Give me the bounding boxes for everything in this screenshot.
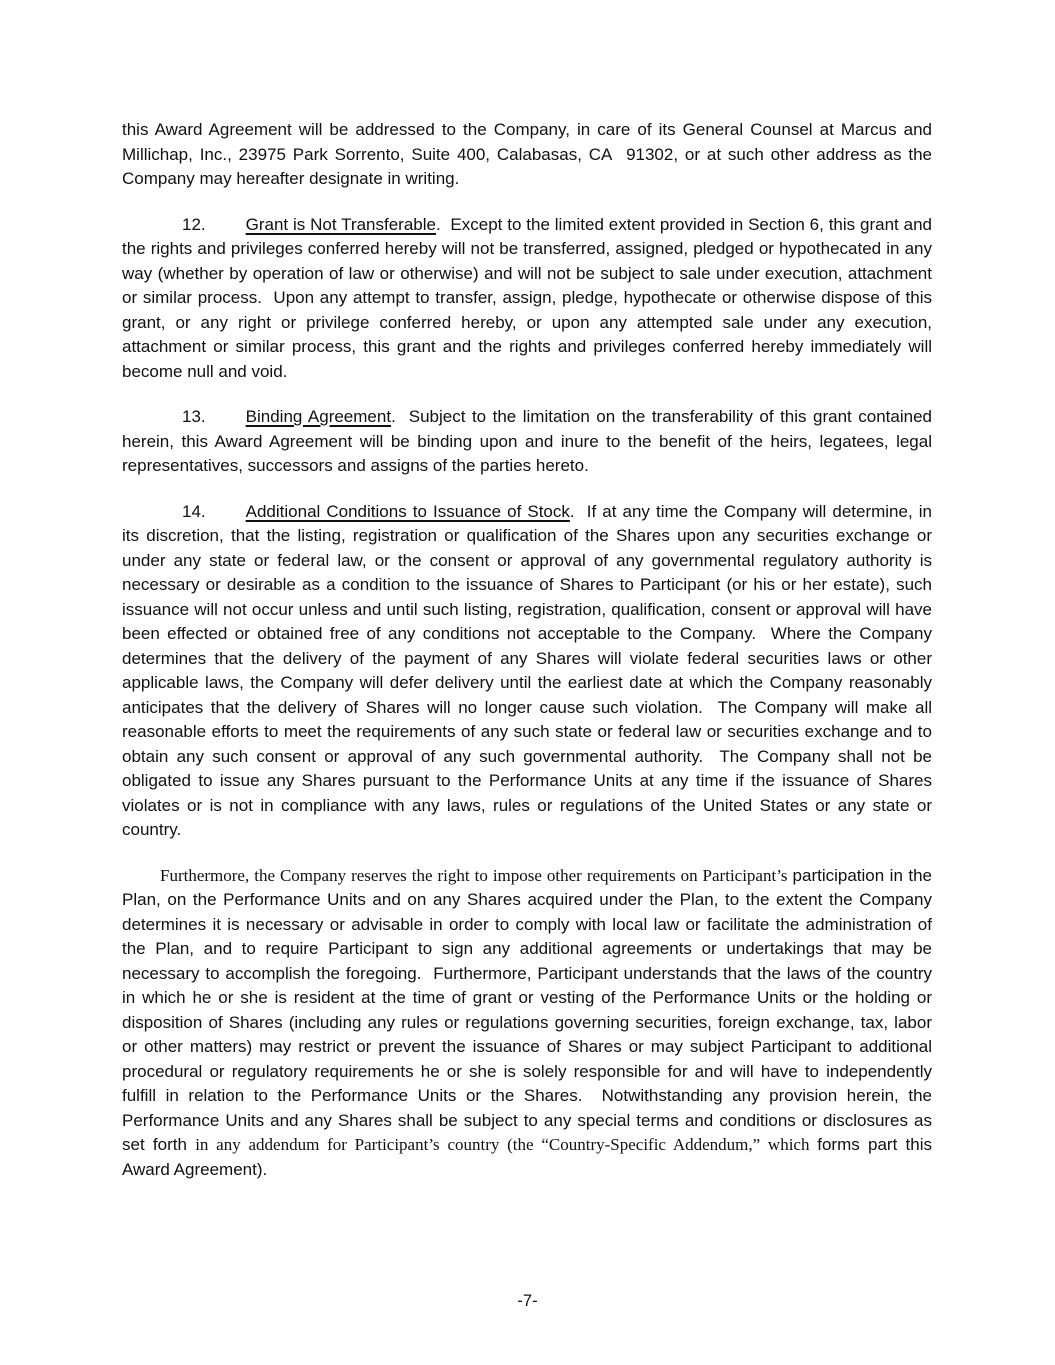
closing-run-serif-1: Furthermore, the Company reserves the right to impose other requirements on Participant’s <box>160 865 793 885</box>
intro-paragraph: this Award Agreement will be addressed to the Company, in care of its General Counsel at Marcus and Millichap, Inc., 23975 Park Sorrento, Suite 400, Calabasas, CA 91302, or at such other address as the Company may hereafter designate in writing. <box>122 120 932 188</box>
page-number: -7- <box>517 1291 538 1310</box>
section-13-heading: Binding Agreement <box>245 407 392 426</box>
section-12-heading: Grant is Not Transferable <box>245 214 436 234</box>
section-13-body: . Subject to the limitation on the transferability of this grant contained herein, this Award Agreement will be binding upon and inure to the benefit of the heirs, legatees, legal representatives, successors and assigns of the parties hereto. <box>122 407 932 475</box>
section-14-heading: Additional Conditions to Issuance of Stock <box>245 501 570 521</box>
section-12-body: . Except to the limited extent provided in Section 6, this grant and the rights and privileges conferred hereby will not be transferred, assigned, pledged or hypothecated in any way (whether by operation of law or otherwise) and will not be subject to sale under execution, attachment or similar process. Upon any attempt to transfer, assign, pledge, hypothecate or otherwise dispose of this grant, or any right or privilege conferred hereby, or upon any attempted sale under any execution, attachment or similar process, this grant and the rights and privileges conferred hereby immediately will become null and void. <box>122 214 932 381</box>
closing-run-sans-2: forms part this Award Agreement). <box>122 1135 932 1179</box>
section-12-number: 12. <box>182 214 206 234</box>
closing-run-serif-2: in any addendum for Participant’s country (the “Country-Specific Addendum,” which <box>195 1135 818 1154</box>
closing-paragraph <box>122 864 932 1183</box>
section-14-paragraph <box>122 500 932 843</box>
section-13-number: 13. <box>182 407 206 426</box>
closing-run-sans-1: participation in the Plan, on the Performance Units and on any Shares acquired under the Plan, to the extent the Company determines it is necessary or advisable in order to comply with local law or facilitate the administration of the Plan, and to require Participant to sign any additional agreements or undertakings that may be necessary to accomplish the foregoing. Furthermore, Participant understands that the laws of the country in which he or she is resident at the time of grant or vesting of the Performance Units or the holding or disposition of Shares (including any rules or regulations governing securities, foreign exchange, tax, labor or other matters) may restrict or prevent the issuance of Shares or may subject Participant to additional procedural or regulatory requirements he or she is solely responsible for and will have to independently fulfill in relation to the Performance Units or the Shares. Notwithstanding any provision herein, the Performance Units and any Shares shall be subject to any special terms and conditions or disclosures as set forth <box>122 865 933 1154</box>
section-14-number: 14. <box>182 501 206 521</box>
section-13-paragraph <box>122 405 932 479</box>
section-12-paragraph <box>122 213 932 385</box>
section-14-body: . If at any time the Company will determine, in its discretion, that the listing, registration or qualification of the Shares upon any securities exchange or under any state or federal law, or the consent or approval of any governmental regulatory authority is necessary or desirable as a condition to the issuance of Shares to Participant (or his or her estate), such issuance will not occur unless and until such listing, registration, qualification, consent or approval will have been effected or obtained free of any conditions not acceptable to the Company. Where the Company determines that the delivery of the payment of any Shares will violate federal securities laws or other applicable laws, the Company will defer delivery until the earliest date at which the Company reasonably anticipates that the delivery of Shares will no longer cause such violation. The Company will make all reasonable efforts to meet the requirements of any such state or federal law or securities exchange and to obtain any such consent or approval of any such governmental authority. The Company shall not be obligated to issue any Shares pursuant to the Performance Units at any time if the issuance of Shares violates or is not in compliance with any laws, rules or regulations of the United States or any state or country. <box>122 501 932 839</box>
